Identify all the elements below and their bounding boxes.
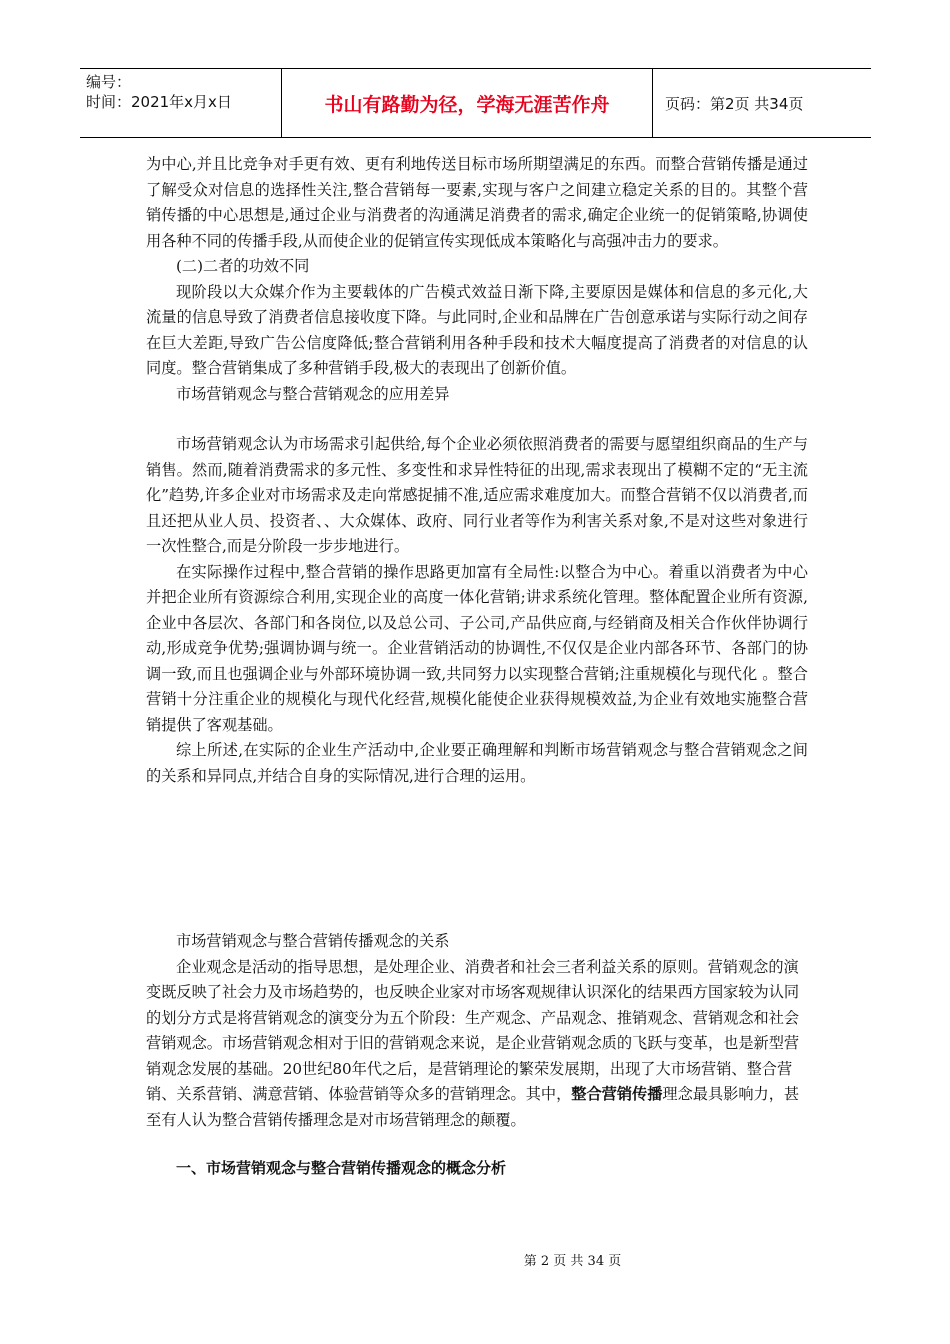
header-motto: 书山有路勤为径，学海无涯苦作舟 bbox=[282, 69, 653, 137]
paragraph: 为中心,并且比竞争对手更有效、更有利地传送目标市场所期望满足的东西。而整合营销传播是通过了解受众对信息的选择性关注,整合营销每一要素,实现与客户之间建立稳定关系的目的。其整个营销传播的中心思想是,通过企业与消费者的沟通满足消费者的需求,确定企业统一的促销策略,协调使用各种不同的传播手段,从而使企业的促销宣传实现低成本策略化与高强冲击力的要求。 bbox=[146, 155, 808, 250]
paragraph bbox=[146, 955, 808, 1134]
paragraph: 现阶段以大众媒介作为主要载体的广告模式效益日渐下降,主要原因是媒体和信息的多元化,大流量的信息导致了消费者信息接收度下降。与此同时,企业和品牌在广告创意承诺与实际行动之间存在巨大差距,导致广告公信度降低;整合营销利用各种手段和技术大幅度提高了消费者的对信息的认同度。整合营销集成了多种营销手段,极大的表现出了创新价值。 bbox=[146, 282, 808, 377]
paragraph-text: 企业观念是活动的指导思想，是处理企业、消费者和社会三者利益关系的原则。营销观念的演变既反映了社会力及市场趋势的，也反映企业家对市场客观规律认识深化的结果西方国家较为认同的划分方式是将营销观念的演变分为五个阶段：生产观念、产品观念、推销观念、营销观念和社会营销观念。市场营销观念相对于旧的营销观念来说，是企业营销观念质的飞跃与变革，也是新型营销观念发展的基础。20世纪80年代之后，是营销理论的繁荣发展期，出现了大市场营销、整合营销、关系营销、满意营销、体验营销等众多的营销理念。其中， bbox=[146, 957, 800, 1103]
paragraph-text: 理念最具影响力，甚至有人认为整合营销传播理念是对市场营销理念的颠覆。 bbox=[146, 1085, 800, 1129]
paragraph: 综上所述,在实际的企业生产活动中,企业要正确理解和判断市场营销观念与整合营销观念之间的关系和异同点,并结合自身的实际情况,进行合理的运用。 bbox=[146, 741, 808, 785]
number-label: 编号： bbox=[86, 73, 132, 91]
header-meta bbox=[80, 69, 282, 137]
page-header bbox=[80, 68, 871, 138]
section-heading: (二)二者的功效不同 bbox=[176, 257, 310, 275]
document-body bbox=[146, 152, 808, 1181]
paragraph: 在实际操作过程中,整合营销的操作思路更加富有全局性:以整合为中心。着重以消费者为中心并把企业所有资源综合利用,实现企业的高度一体化营销;讲求系统化管理。整体配置企业所有资源,企业中各层次、各部门和各岗位,以及总公司、子公司,产品供应商,与经销商及相关合作伙伴协调行动,形成竞争优势;强调协调与统一。企业营销活动的协调性,不仅仅是企业内部各环节、各部门的协调一致,而且也强调企业与外部环境协调一致,共同努力以实现整合营销;注重规模化与现代化 。整合营销十分注重企业的规模化与现代化经营,规模化能使企业获得规模效益,为企业有效地实施整合营销提供了客观基础。 bbox=[146, 562, 808, 734]
page-footer: 第 2 页 共 34 页 bbox=[523, 1254, 622, 1269]
chapter-heading: 一、市场营销观念与整合营销传播观念的概念分析 bbox=[176, 1159, 507, 1177]
paragraph: 市场营销观念认为市场需求引起供给,每个企业必须依照消费者的需要与愿望组织商品的生产与销售。然而,随着消费需求的多元性、多变性和求异性特征的出现,需求表现出了模糊不定的“无主流化”趋势,许多企业对市场需求及走向常感捉捕不准,适应需求难度加大。而整合营销不仅以消费者,而且还把从业人员、投资者、、大众媒体、政府、同行业者等作为利害关系对象,不是对这些对象进行一次性整合,而是分阶段一步步地进行。 bbox=[146, 435, 808, 555]
section-heading: 市场营销观念与整合营销观念的应用差异 bbox=[176, 384, 450, 403]
time-label: 时间：2021年x月x日 bbox=[86, 93, 232, 111]
bold-term: 整合营销传播 bbox=[571, 1085, 663, 1103]
header-page-label: 页码：第2页 共34页 bbox=[665, 94, 804, 113]
section-heading: 市场营销观念与整合营销传播观念的关系 bbox=[176, 932, 450, 950]
